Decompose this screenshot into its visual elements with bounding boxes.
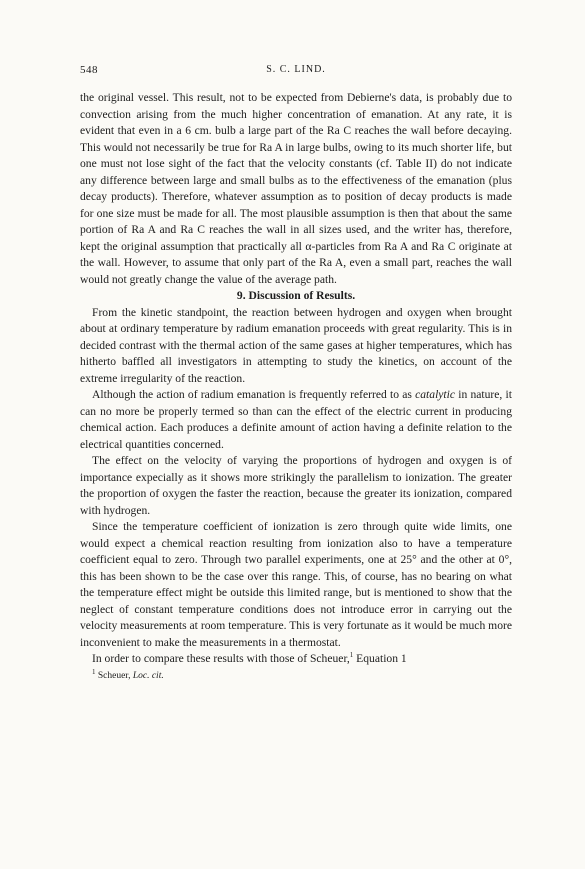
paragraph-temperature: Since the temperature coefficient of ionization is zero through quite wide limits, one would expect a chemical reaction resulting from ionization also to have a temperature coefficient equal to zero. Through two parallel experiments, one at 25° and the other at 0°, this has been shown to be the case over this range. This, of course, has no bearing on what the temperature effect might be outside this limited range, but is mentioned to show that the neglect of constant temperature conditions does not introduce error in carrying out the velocity measurements at room temperature. This is very fortunate as it would be much more inconvenient to make the measurements in a thermostat.: [80, 520, 512, 649]
catalytic-term: catalytic: [415, 388, 456, 401]
page: [80, 64, 512, 683]
footnote-marker: 1: [92, 667, 96, 676]
paragraph-comparison: [80, 651, 512, 668]
paragraph-continuation: the original vessel. This result, not to be expected from Debierne's data, is probably due to convection arising from the much higher concentration of emanation. At any rate, it is evident that even in a 6 cm. bulb a large part of the Ra C reaches the wall before decaying. This would not necessarily be true for Ra A in large bulbs, owing to its much shorter life, but one must not lose sight of the fact that the velocity constants (cf. Table II) do not indicate any difference between large and small bulbs as to the effectiveness of the emanation (plus decay products). Therefore, whatever assumption as to position of decay products is made for one size must be made for all. The most plausible assumption is then that about the same portion of Ra A and Ra C reaches the wall in all sizes used, and the writer has, therefore, kept the original assumption that practically all α-particles from Ra A and Ra C originate at the wall. However, to assume that only part of the Ra A, even a small part, reaches the wall would not greatly change the value of the average path.: [80, 91, 512, 286]
footnote-citation: Loc. cit.: [132, 670, 164, 681]
paragraph-comparison-text-a: In order to compare these results with those of Scheuer,: [92, 652, 350, 665]
running-head: S. C. LIND.: [266, 64, 326, 75]
paragraph-catalytic-text-b: in nature, it can no more be properly termed so than can the effect of the electric current in producing chemical action. Each produces a definite amount of action having a definite relation to the electrical quantities concerned.: [80, 388, 512, 451]
footnote: [80, 667, 512, 683]
paragraph-catalytic: [80, 387, 512, 453]
footnote-reference[interactable]: 1: [349, 651, 354, 660]
paragraph-kinetic-standpoint: From the kinetic standpoint, the reaction between hydrogen and oxygen when brought about at ordinary temperature by radium emanation proceeds with great regularity. This is in decided contrast with the thermal action of the same gases at higher temperatures, which has hitherto baffled all investigators in attempting to study the kinetics, on account of the extreme irregularity of the reaction.: [80, 305, 512, 385]
page-number: 548: [80, 64, 98, 76]
page-header: [80, 64, 512, 82]
section-heading: 9. Discussion of Results.: [236, 289, 356, 302]
paragraph-catalytic-text-a: Although the action of radium emanation is frequently referred to as: [92, 388, 416, 401]
body-text: [80, 90, 512, 668]
footnote-text: Scheuer,: [95, 670, 133, 681]
paragraph-comparison-text-b: Equation 1: [353, 652, 407, 665]
paragraph-proportions: The effect on the velocity of varying the proportions of hydrogen and oxygen is of importance expecially as it shows more strikingly the parallelism to ionization. The greater the proportion of oxygen the faster the reaction, because the greater its ionization, compared with hydrogen.: [80, 454, 512, 517]
